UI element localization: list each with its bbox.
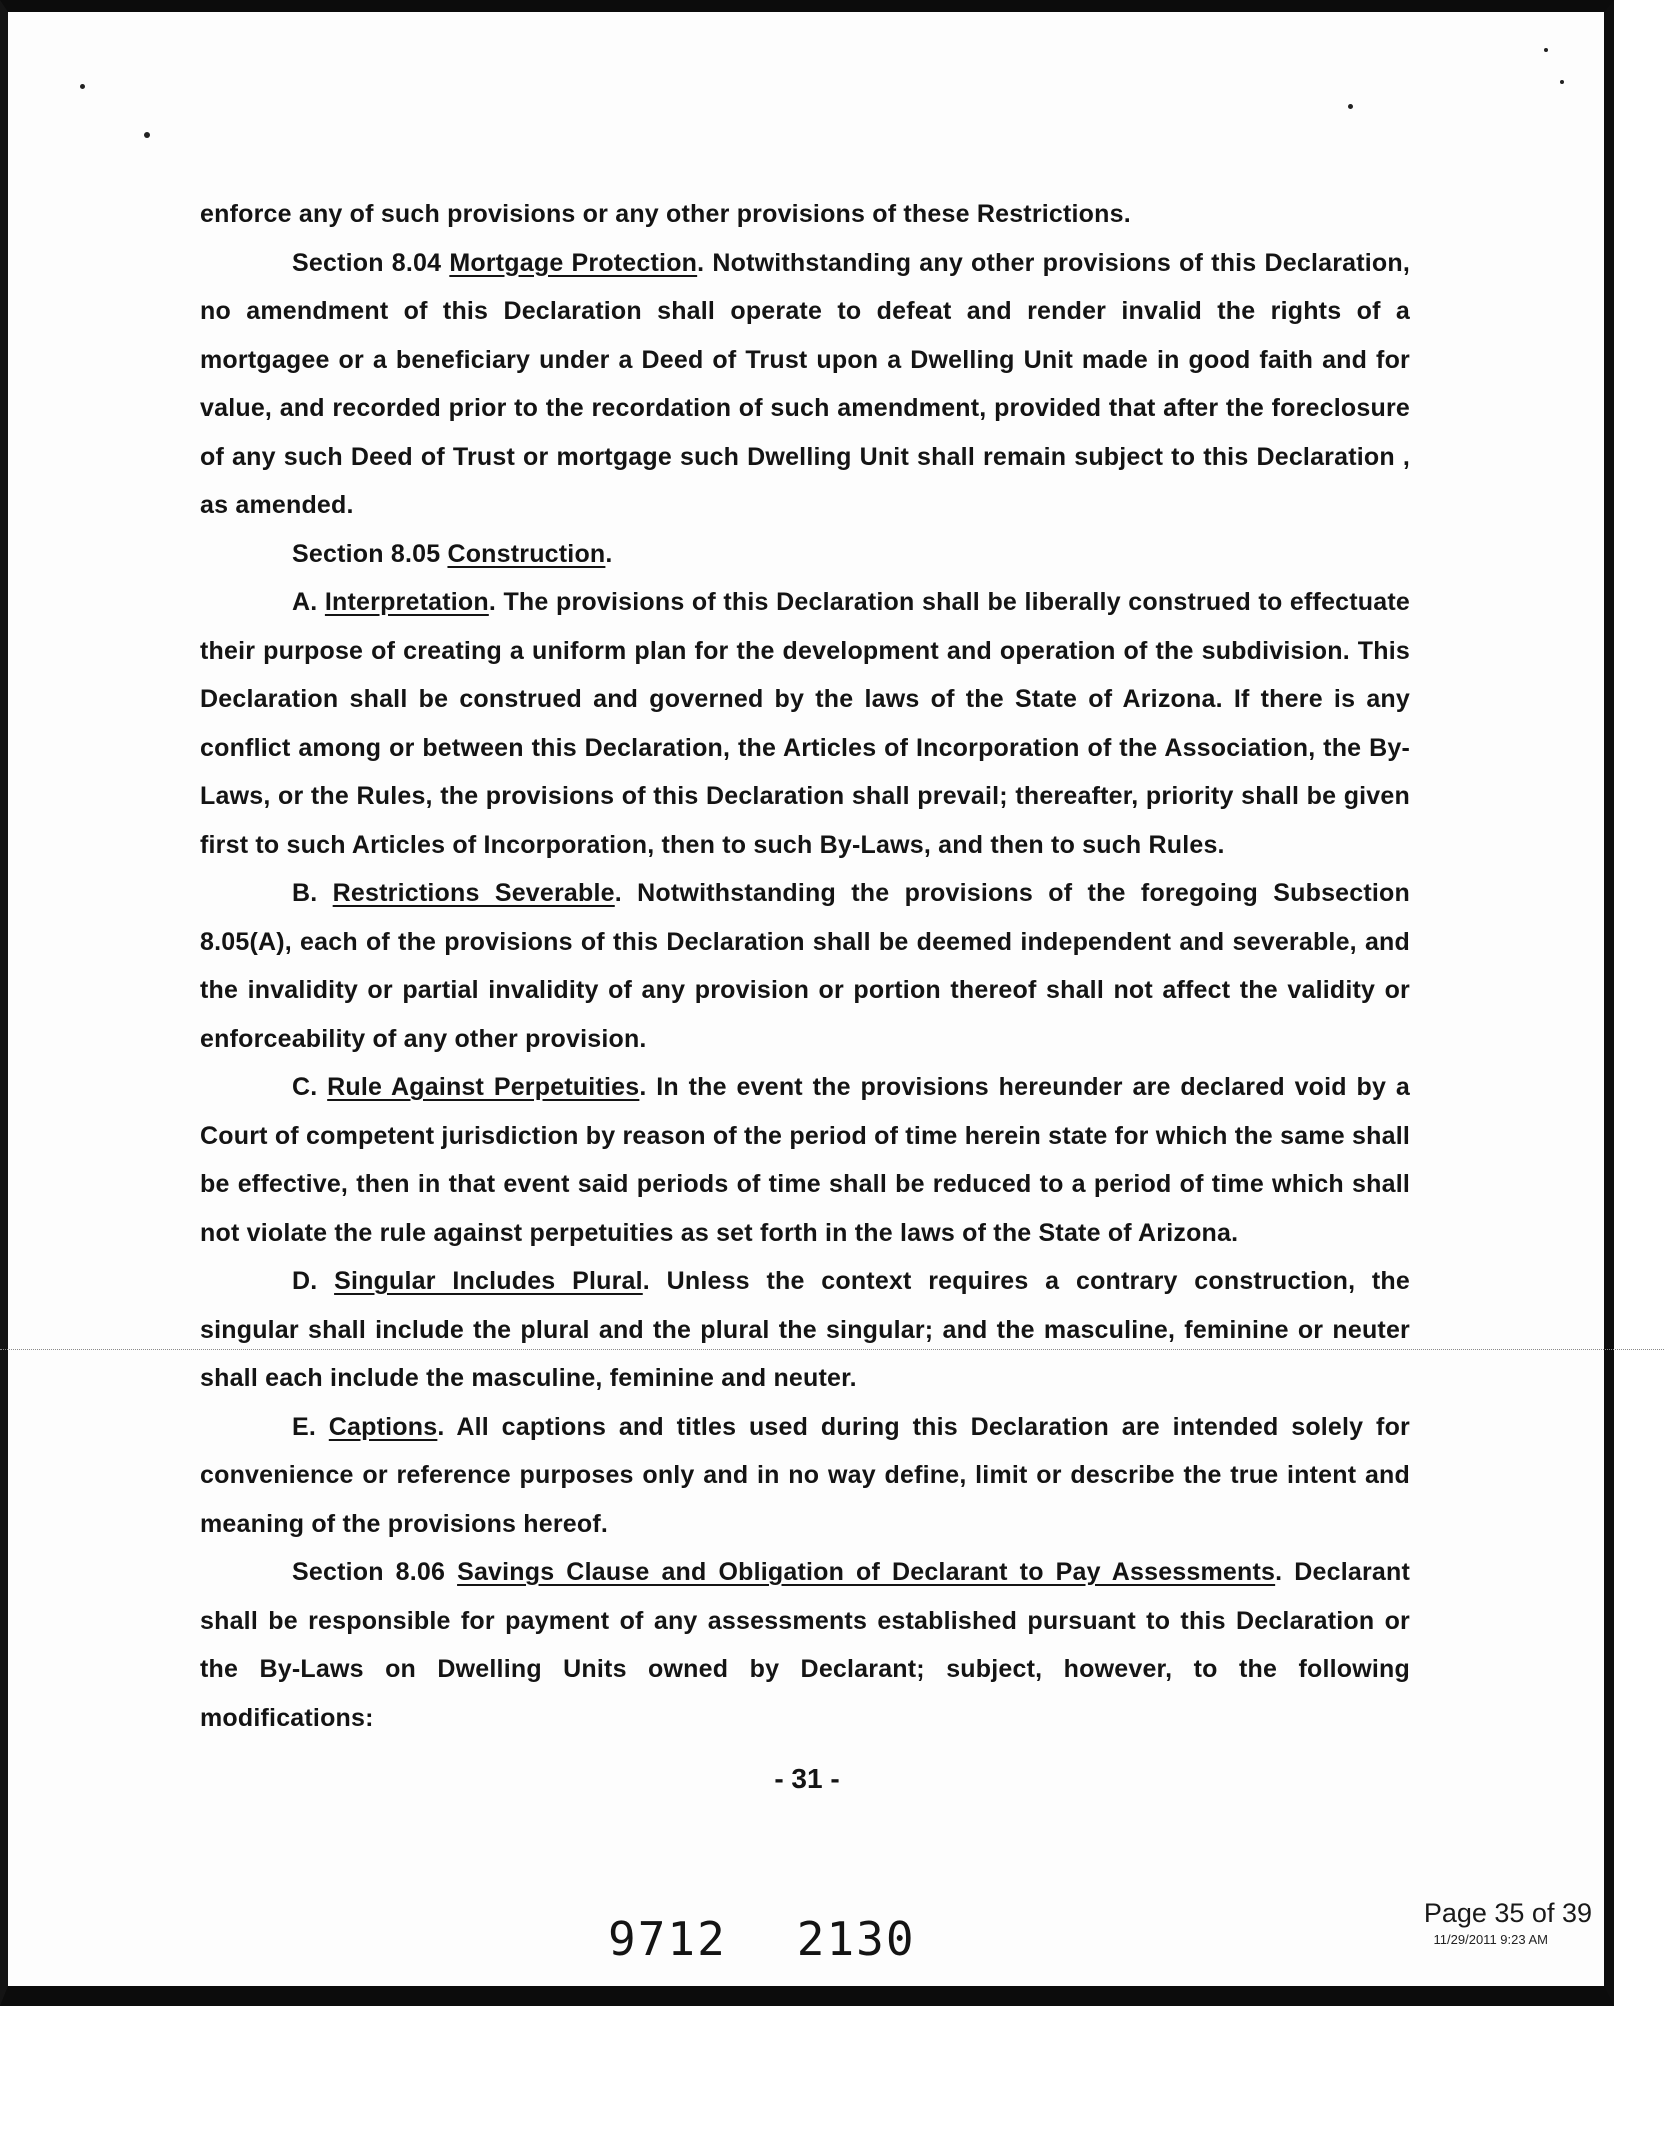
subsection-text: . Unless the context requires a contrary construction, the singular shall include the plural and the plural the singular; and the masculine, feminine or neuter shall each include the masculine, feminine and neuter.: [200, 1267, 1411, 1392]
subsection-label: D.: [292, 1267, 335, 1295]
subsection-d: [200, 1257, 1410, 1403]
subsection-text: . All captions and titles used during this Declaration are intended solely for convenience or reference purposes only and in no way define, limit or describe the true intent and meaning of the provisions hereof.: [200, 1412, 1410, 1538]
paragraph-restrictions: [200, 190, 1410, 239]
section-text: . Notwithstanding any other provisions of this Declaration, no amendment of this Declaration shall operate to defeat and render invalid the rights of a mortgagee or a beneficiary under a Deed of Trust upon a Dwelling Unit made in good faith and for value, and recorded prior to the recordation of such amendment, provided that after the foreclosure of any such Deed of Trust or mortgage such Dwelling Unit shall remain subject to this Declaration , as amended.: [200, 248, 1410, 519]
section-text: .: [605, 539, 613, 568]
scan-speck: [1348, 104, 1353, 109]
scan-speck: [1560, 80, 1564, 84]
section-label: Section 8.05: [292, 539, 448, 568]
section-label: Section 8.04: [292, 248, 450, 277]
scan-speck: [144, 132, 150, 138]
subsection-label: C.: [292, 1073, 328, 1101]
docket-number: 9712: [608, 1912, 727, 1966]
section-8-06: [200, 1548, 1410, 1742]
section-8-05: [200, 530, 1410, 579]
subsection-title: Rule Against Perpetuities: [327, 1073, 640, 1101]
recorder-timestamp: 11/29/2011 9:23 AM: [1433, 1932, 1548, 1947]
page-number: - 31 -: [774, 1763, 840, 1794]
section-title: Construction: [447, 539, 606, 568]
section-title: Mortgage Protection: [449, 248, 698, 277]
paragraph-text: enforce any of such provisions or any other provisions of these Restrictions.: [200, 200, 1131, 228]
subsection-c: [200, 1063, 1410, 1257]
section-8-04: [200, 239, 1410, 530]
subsection-text: . The provisions of this Declaration shall be liberally construed to effectuate their purpose of creating a uniform plan for the development and operation of the subdivision. This Declaration shall be construed and governed by the laws of the State of Arizona. If there is any conflict among or between this Declaration, the Articles of Incorporation of the Association, the By-Laws, or the Rules, the provisions of this Declaration shall prevail; thereafter, priority shall be given first to such Articles of Incorporation, then to such By-Laws, and then to such Rules.: [200, 588, 1411, 859]
document-body: [200, 190, 1410, 1742]
subsection-label: A.: [292, 588, 325, 616]
section-label: Section 8.06: [292, 1558, 458, 1586]
subsection-e: [200, 1403, 1410, 1549]
subsection-label: B.: [292, 879, 333, 907]
subsection-title: Captions: [328, 1412, 438, 1441]
subsection-text: . In the event the provisions hereunder are declared void by a Court of competent jurisdiction by reason of the period of time herein state for which the same shall be effective, then in that event said periods of time shall be reduced to a period of time which shall not violate the rule against perpetuities as set forth in the laws of the State of Arizona.: [200, 1073, 1410, 1247]
subsection-title: Restrictions Severable: [332, 879, 615, 907]
scan-speck: [80, 84, 85, 89]
scan-artifact-line: [0, 1349, 1664, 1350]
recording-number: [608, 1912, 986, 1966]
scan-speck: [1544, 48, 1548, 52]
subsection-label: E.: [292, 1412, 329, 1441]
subsection-title: Singular Includes Plural: [334, 1267, 643, 1295]
section-title: Savings Clause and Obligation of Declarant to Pay Assessments: [457, 1558, 1276, 1586]
recorder-page-stamp: Page 35 of 39: [1423, 1898, 1592, 1928]
subsection-text: . Notwithstanding the provisions of the foregoing Subsection 8.05(A), each of the provisions of this Declaration shall be deemed independent and severable, and the invalidity or partial invalidity of any provision or portion thereof shall not affect the validity or enforceability of any other provision.: [200, 879, 1410, 1053]
subsection-title: Interpretation: [324, 588, 489, 616]
docket-page: 2130: [796, 1912, 916, 1966]
subsection-b: [200, 869, 1410, 1063]
section-text: . Declarant shall be responsible for payment of any assessments established pursuant to this Declaration or the By-Laws on Dwelling Units owned by Declarant; subject, however, to the following modifications:: [200, 1558, 1410, 1732]
subsection-a: [200, 578, 1410, 869]
